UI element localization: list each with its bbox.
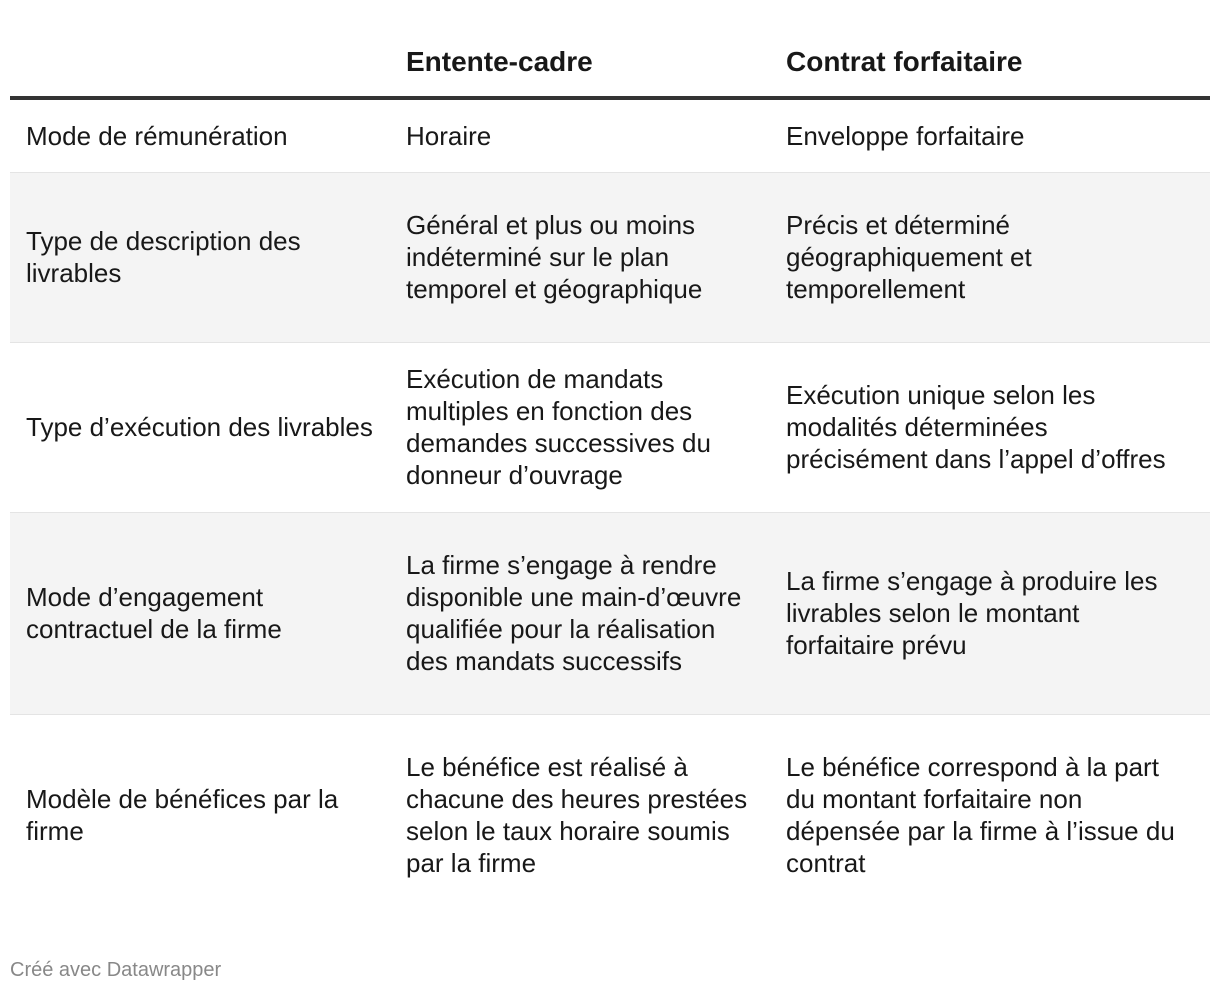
row-label: Mode d’engagement contractuel de la firme [10, 512, 390, 714]
table-row [10, 512, 1210, 714]
row-label: Type de description des livrables [10, 172, 390, 342]
header-empty-cell [10, 0, 390, 98]
table-row [10, 98, 1210, 172]
cell-entente-cadre: Général et plus ou moins indéterminé sur le plan temporel et géographique [390, 172, 770, 342]
row-label: Type d’exécution des livrables [10, 342, 390, 512]
table-row [10, 714, 1210, 916]
cell-contrat-forfaitaire: Exécution unique selon les modalités déterminées précisément dans l’appel d’offres [770, 342, 1210, 512]
cell-entente-cadre: Le bénéfice est réalisé à chacune des heures prestées selon le taux horaire soumis par la firme [406, 752, 748, 879]
header-entente-cadre: Entente-cadre [390, 0, 770, 98]
comparison-table [10, 0, 1210, 916]
comparison-table-container [10, 0, 1210, 916]
cell-contrat-forfaitaire: Précis et déterminé géographiquement et temporellement [770, 172, 1210, 342]
table-header-row [10, 0, 1210, 98]
cell-contrat-forfaitaire: Le bénéfice correspond à la part du montant forfaitaire non dépensée par la firme à l’issue du contrat [786, 752, 1175, 879]
header-contrat-forfaitaire: Contrat forfaitaire [770, 0, 1210, 98]
cell-contrat-forfaitaire: La firme s’engage à produire les livrables selon le montant forfaitaire prévu [770, 512, 1210, 714]
cell-entente-cadre: La firme s’engage à rendre disponible une main-d’œuvre qualifiée pour la réalisation des mandats successifs [390, 512, 770, 714]
cell-entente-cadre: Horaire [390, 98, 770, 172]
row-label: Modèle de bénéfices par la firme [26, 784, 339, 847]
cell-entente-cadre: Exécution de mandats multiples en fonction des demandes successives du donneur d’ouvrage [390, 342, 770, 512]
row-label: Mode de rémunération [10, 98, 390, 172]
table-row [10, 172, 1210, 342]
cell-contrat-forfaitaire: Enveloppe forfaitaire [770, 98, 1210, 172]
table-row [10, 342, 1210, 512]
datawrapper-credit: Créé avec Datawrapper [10, 959, 222, 981]
